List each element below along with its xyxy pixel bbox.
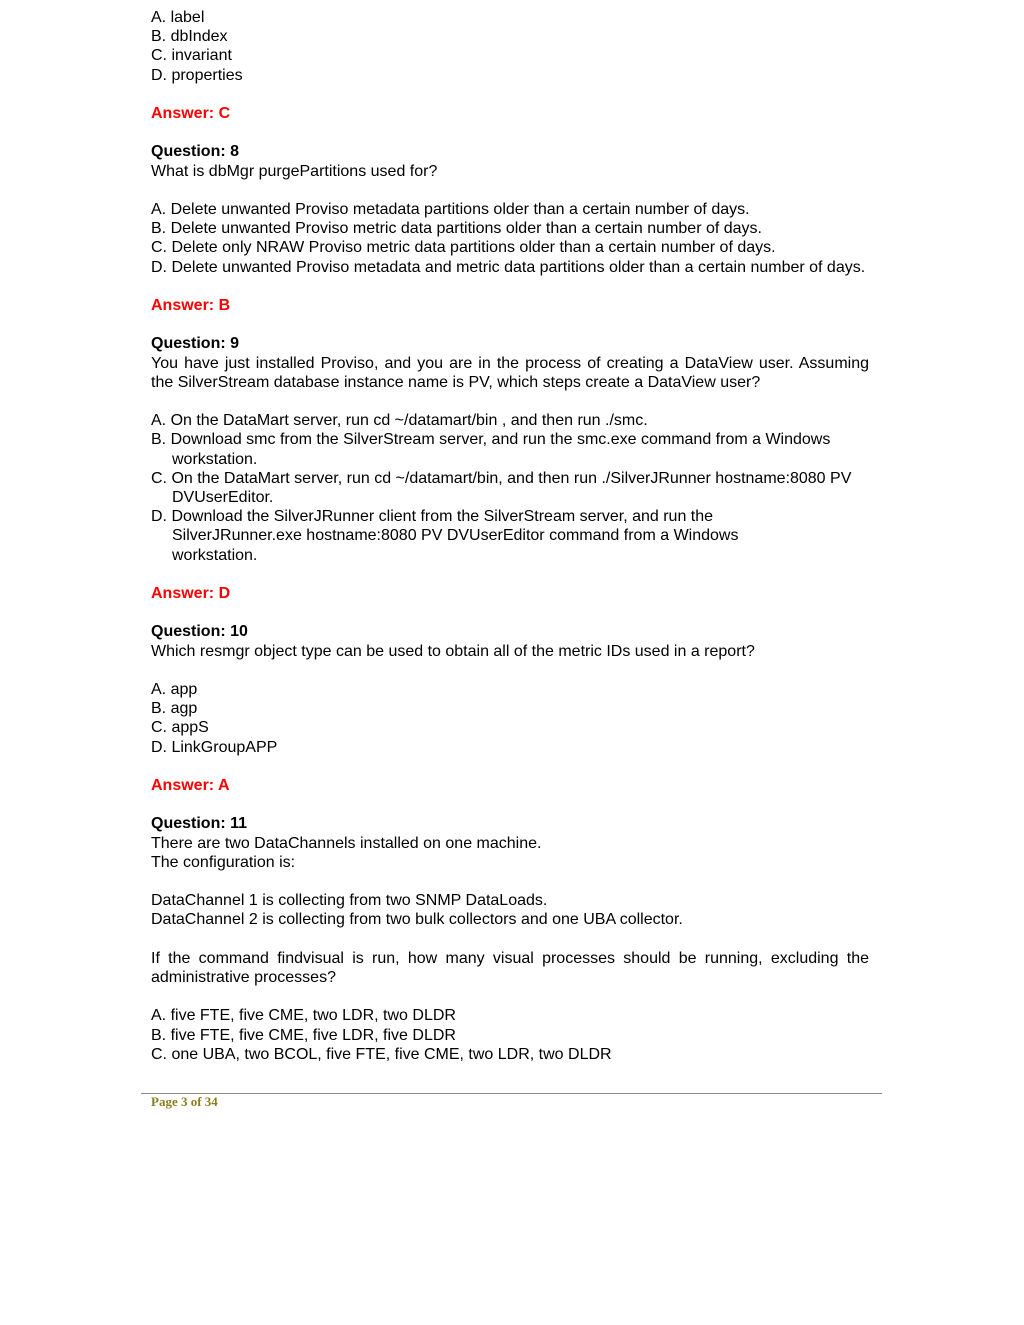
option-c: C. Delete only NRAW Proviso metric data partitions older than a certain number of days. — [151, 239, 776, 257]
option-a: A. label — [151, 9, 205, 26]
option-a: A. five FTE, five CME, two LDR, two DLDR — [151, 1007, 456, 1025]
question-heading: Question: 10 — [151, 623, 248, 641]
question-text: Which resmgr object type can be used to obtain all of the metric IDs used in a report? — [151, 642, 755, 660]
option-d: D. Delete unwanted Proviso metadata and metric data partitions older than a certain number of days. — [151, 258, 866, 276]
spacer — [151, 795, 869, 814]
option-c: C. appS — [151, 719, 209, 737]
spacer — [151, 123, 869, 142]
spacer — [151, 930, 869, 949]
configuration-line: DataChannel 2 is collecting from two bulk collectors and one UBA collector. — [151, 911, 683, 929]
option-d: D. Download the SilverJRunner client from the SilverStream server, and run the SilverJRunner.exe hostname:8080 PV DVUserEditor command from a Windows workstation. — [151, 508, 739, 564]
option-a: A. On the DataMart server, run cd ~/datamart/bin , and then run ./smc. — [151, 412, 648, 430]
spacer — [151, 872, 869, 891]
option-b: B. Delete unwanted Proviso metric data partitions older than a certain number of days. — [151, 220, 762, 238]
option-c: C. invariant — [151, 47, 232, 65]
question-text: You have just installed Proviso, and you are in the process of creating a DataView user. Assuming the SilverStream database instance name is PV, which steps create a DataView user? — [151, 354, 869, 391]
document-page — [151, 8, 869, 1064]
footer-divider — [141, 1093, 882, 1094]
option-d: D. LinkGroupAPP — [151, 738, 278, 756]
spacer — [151, 277, 869, 296]
spacer — [151, 565, 869, 584]
answer-label: Answer: B — [151, 296, 231, 314]
option-b: B. five FTE, five CME, five LDR, five DLDR — [151, 1026, 456, 1044]
spacer — [151, 315, 869, 334]
option-b: B. Download smc from the SilverStream server, and run the smc.exe command from a Windows workstation. — [151, 431, 831, 468]
answer-label: Answer: C — [151, 105, 231, 122]
spacer — [151, 603, 869, 622]
answer-label: Answer: D — [151, 584, 231, 602]
spacer — [151, 987, 869, 1006]
configuration-line: DataChannel 1 is collecting from two SNMP DataLoads. — [151, 892, 548, 910]
question-text: What is dbMgr purgePartitions used for? — [151, 162, 438, 180]
spacer — [151, 85, 869, 104]
question-heading: Question: 8 — [151, 143, 240, 161]
option-c: C. On the DataMart server, run cd ~/datamart/bin, and then run ./SilverJRunner hostname:8080 PV DVUserEditor. — [151, 469, 852, 506]
spacer — [151, 392, 869, 411]
option-b: B. agp — [151, 700, 198, 718]
spacer — [151, 661, 869, 680]
option-a: A. app — [151, 680, 198, 698]
option-b: B. dbIndex — [151, 28, 228, 46]
option-c: C. one UBA, two BCOL, five FTE, five CME, two LDR, two DLDR — [151, 1045, 612, 1063]
page-number: Page 3 of 34 — [151, 1094, 218, 1109]
answer-label: Answer: A — [151, 776, 230, 794]
question-text: If the command findvisual is run, how many visual processes should be running, excluding the administrative processes? — [151, 949, 869, 986]
question-heading: Question: 9 — [151, 335, 240, 353]
question-intro: The configuration is: — [151, 853, 296, 871]
spacer — [151, 757, 869, 776]
question-intro: There are two DataChannels installed on one machine. — [151, 834, 542, 852]
option-a: A. Delete unwanted Proviso metadata partitions older than a certain number of days. — [151, 200, 750, 218]
option-d: D. properties — [151, 66, 243, 84]
question-heading: Question: 11 — [151, 815, 248, 833]
spacer — [151, 181, 869, 200]
